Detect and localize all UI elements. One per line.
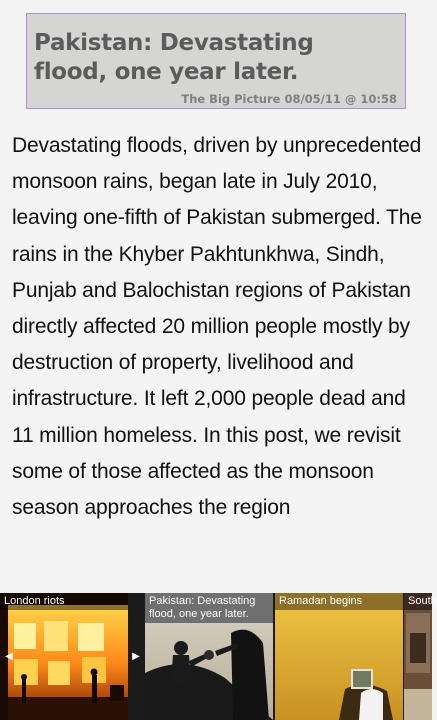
tile-caption: Ramadan begins [275, 593, 403, 610]
tile-caption: Pakistan: Devastating flood, one year later. [145, 593, 273, 623]
chevron-right-icon[interactable]: ▶ [132, 651, 140, 662]
chevron-left-icon[interactable]: ◀ [5, 651, 13, 662]
article-body: Devastating floods, driven by unprecedented monsoon rains, began late in July 2010, leaving one-fifth of Pakistan submerged. The rains in the Khyber Pakhtunkhwa, Sindh, Punjab and Balochistan regions of Pakistan directly affected 20 million people mostly by destruction of property, livelihood and infrastructure. It left 2,000 people dead and 11 million homeless. In this post, we revisit some of those affected as the monsoon season approaches the region [12, 134, 422, 520]
south-thumbnail [404, 593, 432, 720]
gallery-tile-pakistan-flood[interactable] [145, 593, 273, 720]
article-meta: The Big Picture 08/05/11 @ 10:58 [181, 92, 397, 106]
article-header [26, 13, 406, 109]
gallery-tile-ramadan[interactable] [275, 593, 403, 720]
london-riots-thumbnail [0, 593, 128, 720]
gallery-tile-south[interactable] [404, 593, 437, 720]
article-title: Pakistan: Devastating flood, one year later. [34, 30, 314, 85]
tile-caption: South [404, 593, 432, 610]
gallery-strip[interactable] [0, 593, 437, 720]
tile-caption: London riots [0, 593, 128, 610]
gallery-tile-london-riots[interactable] [0, 593, 128, 720]
ramadan-thumbnail [275, 593, 403, 720]
